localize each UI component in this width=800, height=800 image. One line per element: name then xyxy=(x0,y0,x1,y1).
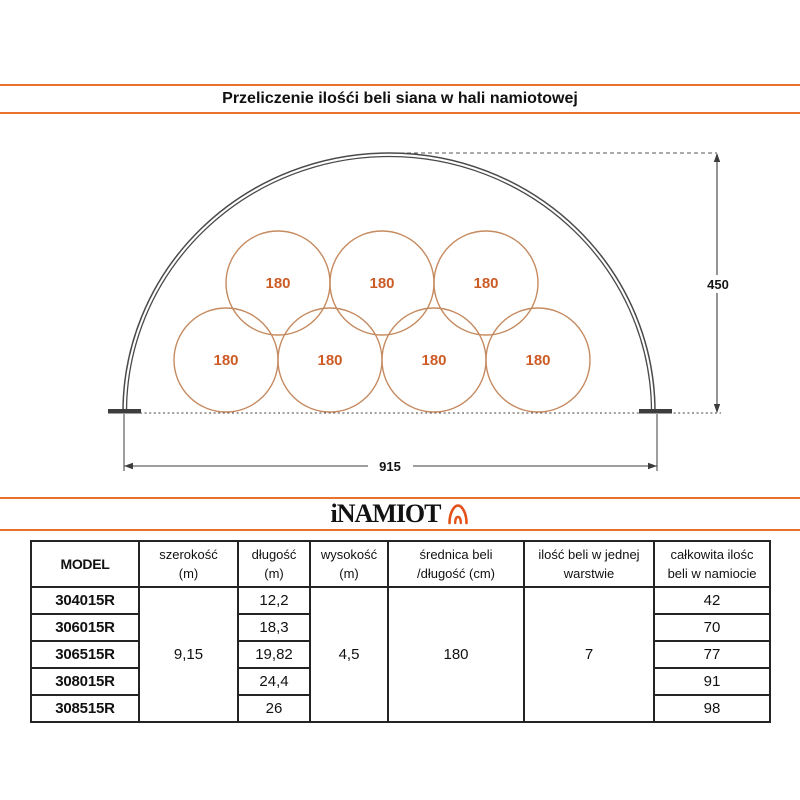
model-cell: 308015R xyxy=(31,668,139,695)
bale-diameter-label: 180 xyxy=(317,352,343,369)
header-line: warstwie xyxy=(563,566,615,581)
header-line: MODEL xyxy=(60,555,110,572)
calkowita-cell: 91 xyxy=(654,668,770,695)
header-line: (m) xyxy=(178,566,199,581)
tent-icon xyxy=(446,502,470,526)
arrow-left-icon xyxy=(124,463,133,469)
col-header-szerokosc xyxy=(139,541,238,587)
arrow-right-icon xyxy=(648,463,657,469)
col-header-srednica xyxy=(388,541,524,587)
tent-cross-section-diagram xyxy=(0,140,800,480)
bale-diameter-label: 180 xyxy=(213,352,239,369)
table-header-row xyxy=(31,541,770,587)
model-cell: 306515R xyxy=(31,641,139,668)
model-cell: 304015R xyxy=(31,587,139,614)
bale-diameter-label: 180 xyxy=(473,275,499,292)
szerokosc-merged-cell: 9,15 xyxy=(139,587,238,722)
page-title: Przeliczenie ilośći beli siana w hali namiotowej xyxy=(222,90,578,107)
bale-diameter-label: 180 xyxy=(369,275,395,292)
table-row xyxy=(31,587,770,614)
tent-foot-right xyxy=(639,409,672,414)
bale-diameter-label: 180 xyxy=(421,352,447,369)
calkowita-cell: 77 xyxy=(654,641,770,668)
header-line: całkowita ilośc xyxy=(670,547,754,562)
calkowita-cell: 98 xyxy=(654,695,770,722)
bale-diameter-label: 180 xyxy=(525,352,551,369)
dlugosc-cell: 19,82 xyxy=(238,641,310,668)
header-line: średnica beli xyxy=(419,547,493,562)
col-header-wysokosc xyxy=(310,541,388,587)
header-line: szerokość xyxy=(159,547,218,562)
spec-table xyxy=(30,540,771,723)
bale-diameter-label: 180 xyxy=(265,275,291,292)
calkowita-cell: 42 xyxy=(654,587,770,614)
ilosc-warstwa-merged-cell: 7 xyxy=(524,587,654,722)
srednica-merged-cell: 180 xyxy=(388,587,524,722)
tent-foot-left xyxy=(108,409,141,414)
arrow-down-icon xyxy=(714,404,720,413)
wysokosc-merged-cell: 4,5 xyxy=(310,587,388,722)
dlugosc-cell: 18,3 xyxy=(238,614,310,641)
header-line: beli w namiocie xyxy=(667,566,757,581)
divider-line xyxy=(0,84,800,86)
col-header-model xyxy=(31,541,139,587)
header-line: (m) xyxy=(264,566,284,581)
logo-text: iNAMIOT xyxy=(330,499,441,528)
divider-line xyxy=(0,112,800,114)
dlugosc-cell: 24,4 xyxy=(238,668,310,695)
width-dimension-label: 915 xyxy=(379,459,401,474)
model-cell: 308515R xyxy=(31,695,139,722)
model-cell: 306015R xyxy=(31,614,139,641)
header-line: ilość beli w jednej xyxy=(538,547,640,562)
dlugosc-cell: 12,2 xyxy=(238,587,310,614)
header-line: /długość (cm) xyxy=(416,566,496,581)
col-header-dlugosc xyxy=(238,541,310,587)
calkowita-cell: 70 xyxy=(654,614,770,641)
header-line: (m) xyxy=(339,566,359,581)
arrow-up-icon xyxy=(714,153,720,162)
header-line: długość xyxy=(251,547,297,562)
header-line: wysokość xyxy=(320,547,378,562)
col-header-calkowita xyxy=(654,541,770,587)
height-dimension-label: 450 xyxy=(707,277,729,292)
dlugosc-cell: 26 xyxy=(238,695,310,722)
col-header-ilosc-warstwa xyxy=(524,541,654,587)
logo xyxy=(0,499,800,529)
divider-line xyxy=(0,529,800,531)
